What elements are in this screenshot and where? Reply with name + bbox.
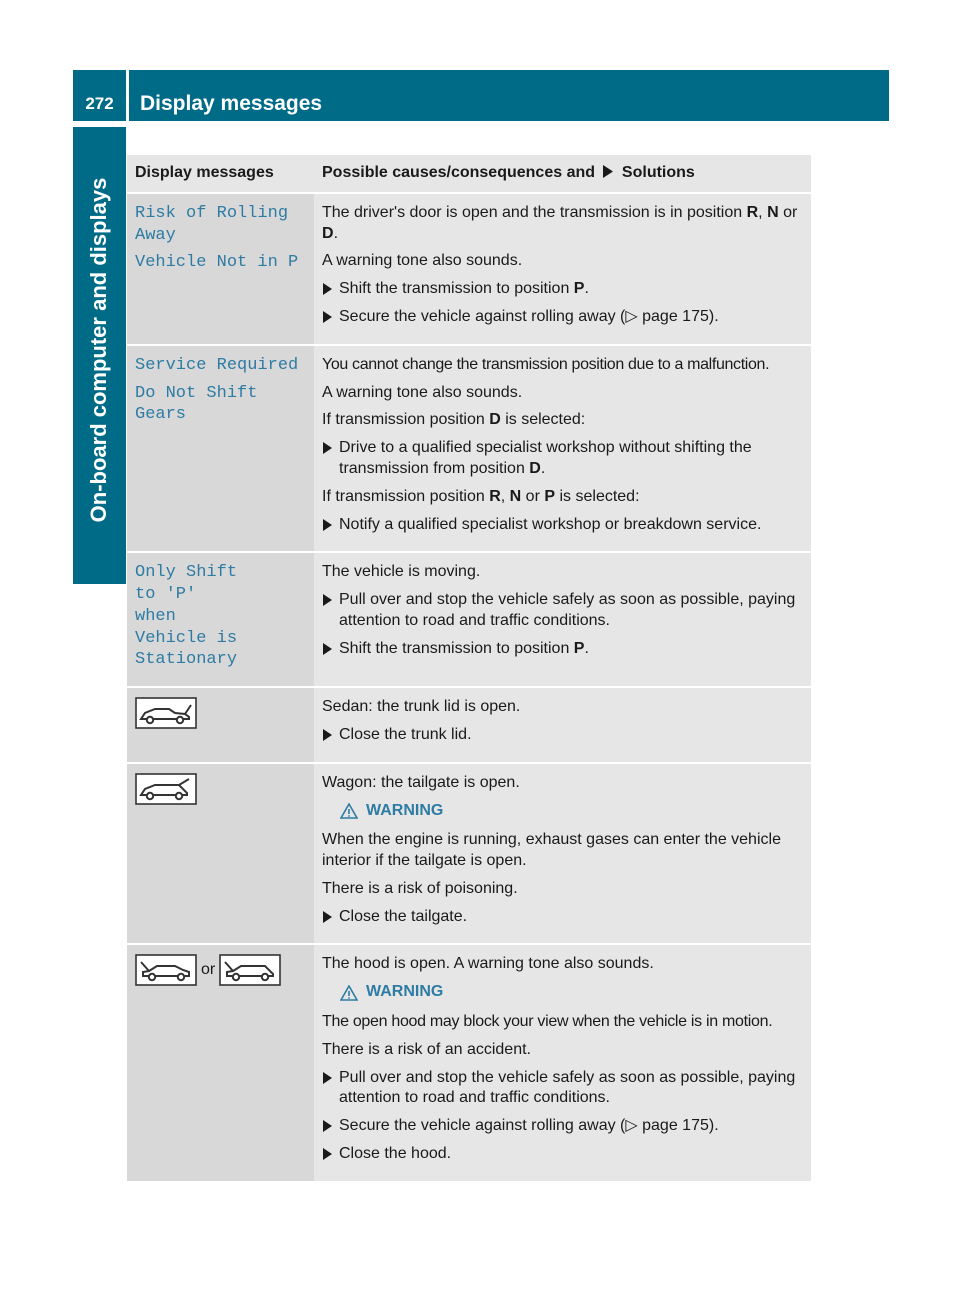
or-text: or	[201, 961, 216, 979]
solution-cell	[314, 193, 811, 345]
cause-text: You cannot change the transmission position due to a malfunction.	[322, 355, 770, 373]
side-tab-label: On-board computer and displays	[86, 177, 111, 523]
step-arrow-icon	[323, 1120, 332, 1132]
table-row	[127, 687, 811, 763]
warning-text: When the engine is running, exhaust gases can enter the vehicle interior if the tailgate is open.	[322, 831, 781, 870]
table-row	[127, 552, 811, 687]
message-cell	[127, 193, 314, 345]
table-row	[127, 763, 811, 945]
step-arrow-icon	[323, 1072, 332, 1084]
step-arrow-icon	[323, 643, 332, 655]
cause-text: A warning tone also sounds.	[322, 383, 523, 401]
solution-step: Secure the vehicle against rolling away (▷ page 175).	[322, 1116, 803, 1137]
step-arrow-icon	[323, 283, 332, 295]
solution-cell	[314, 687, 811, 763]
solution-step: Close the tailgate.	[322, 907, 803, 928]
step-arrow-icon	[323, 311, 332, 323]
solution-step: Pull over and stop the vehicle safely as soon as possible, paying attention to road and traffic conditions.	[322, 1068, 803, 1110]
table-row	[127, 944, 811, 1181]
solution-step: Shift the transmission to position P.	[322, 279, 803, 300]
cause-text: The hood is open. A warning tone also sounds.	[322, 955, 654, 973]
solution-step: Shift the transmission to position P.	[322, 639, 803, 660]
cause-text: A warning tone also sounds.	[322, 252, 523, 270]
wagon-hood-open-icon	[219, 954, 281, 986]
message-cell	[127, 944, 314, 1181]
cause-text: If transmission position R, N or P is selected:	[322, 487, 640, 505]
cause-text: If transmission position D is selected:	[322, 411, 586, 429]
warning-text: There is a risk of poisoning.	[322, 879, 518, 897]
step-arrow-icon	[323, 519, 332, 531]
step-arrow-icon	[323, 594, 332, 606]
solution-step: Notify a qualified specialist workshop or breakdown service.	[322, 515, 803, 536]
warning-triangle-icon	[340, 985, 358, 1001]
col-header-solutions	[314, 155, 811, 193]
solution-cell	[314, 944, 811, 1181]
warning-heading: WARNING	[340, 982, 803, 1003]
display-messages-table	[127, 155, 811, 1183]
sedan-trunk-open-icon	[135, 697, 197, 729]
solution-cell	[314, 552, 811, 687]
table-row	[127, 193, 811, 345]
warning-text: There is a risk of an accident.	[322, 1040, 531, 1058]
solution-cell	[314, 345, 811, 553]
warning-text: The open hood may block your view when the vehicle is in motion.	[322, 1013, 773, 1031]
display-message: Only Shift to 'P' when Vehicle is Stationary	[135, 563, 238, 670]
step-arrow-icon	[323, 729, 332, 741]
cause-text: The driver's door is open and the transmission is in position R, N or D.	[322, 203, 798, 242]
sedan-hood-open-icon	[135, 954, 197, 986]
solution-step: Drive to a qualified specialist workshop without shifting the transmission from position D.	[322, 438, 803, 480]
page-title: Display messages	[129, 70, 889, 121]
solution-step: Pull over and stop the vehicle safely as soon as possible, paying attention to road and traffic conditions.	[322, 590, 803, 632]
step-arrow-icon	[323, 442, 332, 454]
display-message: Vehicle Not in P	[135, 253, 299, 273]
cause-text: Wagon: the tailgate is open.	[322, 773, 520, 791]
cause-text: Sedan: the trunk lid is open.	[322, 698, 521, 716]
warning-triangle-icon	[340, 803, 358, 819]
solution-step: Close the hood.	[322, 1144, 803, 1165]
message-cell	[127, 763, 314, 945]
table-row	[127, 345, 811, 553]
col-header-display-messages: Display messages	[127, 155, 314, 193]
message-cell	[127, 687, 314, 763]
solution-step: Secure the vehicle against rolling away (▷ page 175).	[322, 307, 803, 328]
display-message: Do Not Shift Gears	[135, 383, 258, 425]
display-message: Service Required	[135, 355, 299, 375]
solution-step: Close the trunk lid.	[322, 725, 803, 746]
col-header-text: Possible causes/consequences and	[322, 164, 596, 181]
warning-heading: WARNING	[340, 801, 803, 822]
display-message: Risk of Rolling Away	[135, 203, 289, 245]
cause-text: The vehicle is moving.	[322, 563, 481, 581]
step-arrow-icon	[323, 1148, 332, 1160]
message-cell	[127, 552, 314, 687]
table-header-row	[127, 155, 811, 193]
message-cell	[127, 345, 314, 553]
page-number: 272	[73, 70, 126, 121]
solution-arrow-icon	[602, 165, 614, 178]
wagon-tailgate-open-icon	[135, 773, 197, 805]
solution-cell	[314, 763, 811, 945]
step-arrow-icon	[323, 911, 332, 923]
col-header-text: Solutions	[621, 164, 695, 181]
